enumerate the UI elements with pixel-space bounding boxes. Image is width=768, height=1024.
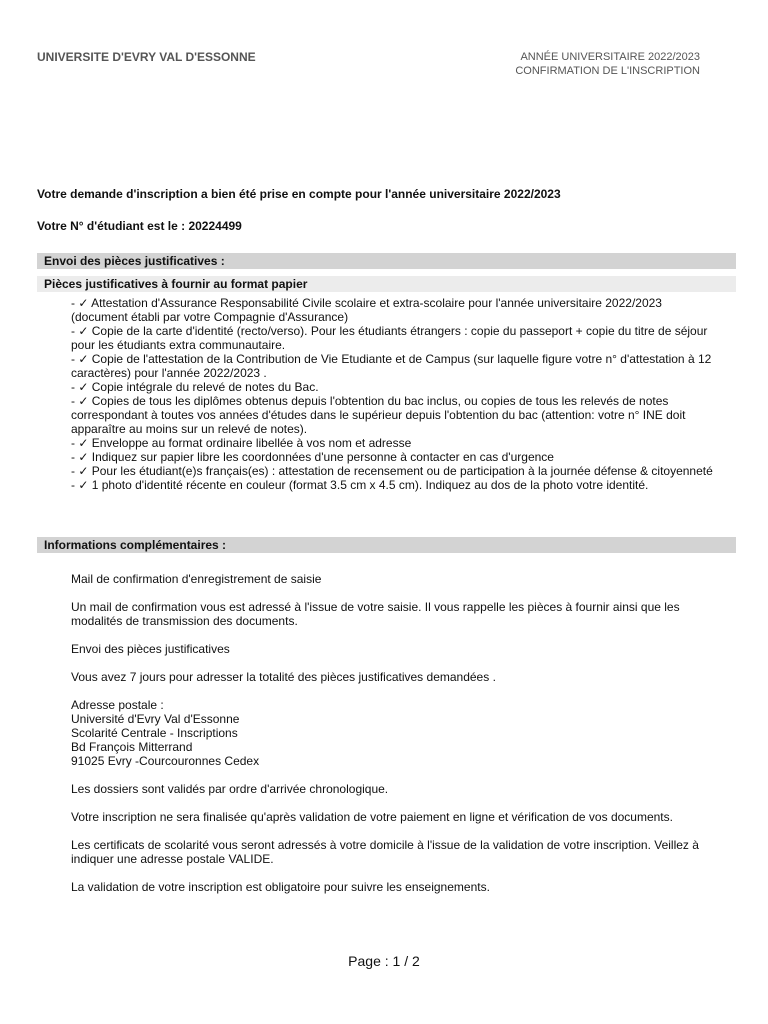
check-icon: ✓	[78, 296, 89, 310]
check-icon: ✓	[78, 352, 89, 366]
check-icon: ✓	[78, 324, 89, 338]
deadline-text: Vous avez 7 jours pour adresser la totalité des pièces justificatives demandées .	[71, 670, 496, 684]
section-info-header: Informations complémentaires :	[37, 537, 736, 553]
list-item: - ✓ Attestation d'Assurance Responsabilité Civile scolaire et extra-scolaire pour l'année universitaire 2022/2023 (document établi par votre Compagnie d'Assurance)	[71, 296, 662, 324]
address-label: Adresse postale :	[71, 698, 164, 712]
section-paper-header: Pièces justificatives à fournir au format papier	[37, 276, 736, 292]
student-number-line	[37, 219, 242, 233]
check-icon: ✓	[78, 478, 89, 492]
list-item: - ✓ Copie de la carte d'identité (recto/verso). Pour les étudiants étrangers : copie du passeport + copie du titre de séjour pour les étudiants extra communautaire.	[71, 324, 708, 352]
address-line: Bd François Mitterrand	[71, 740, 193, 754]
finalization-text: Votre inscription ne sera finalisée qu'après validation de votre paiement en ligne et vérification de vos documents.	[71, 810, 673, 824]
postal-address	[71, 698, 721, 768]
list-item: - ✓ Copie de l'attestation de la Contribution de Vie Etudiante et de Campus (sur laquelle figure votre n° d'attestation à 12 caractères) pour l'année 2022/2023 .	[71, 352, 712, 380]
address-line: Scolarité Centrale - Inscriptions	[71, 726, 238, 740]
list-item: - ✓ Enveloppe au format ordinaire libellée à vos nom et adresse	[71, 436, 412, 450]
page-number: Page : 1 / 2	[348, 953, 420, 969]
certificates-text: Les certificats de scolarité vous seront adressés à votre domicile à l'issue de la validation de votre inscription. Veillez à indiquer une adresse postale VALIDE.	[71, 838, 699, 866]
address-line: Université d'Evry Val d'Essonne	[71, 712, 240, 726]
check-icon: ✓	[78, 436, 89, 450]
list-item: - ✓ Copies de tous les diplômes obtenus depuis l'obtention du bac inclus, ou copies de tous les relevés de notes correspondant à toutes vos années d'études dans le supérieur depuis l'obtention du bac (attention: votre n° INE doit apparaître au moins sur un relevé de notes).	[71, 394, 686, 436]
document-title: CONFIRMATION DE L'INSCRIPTION	[515, 65, 700, 77]
check-icon: ✓	[78, 464, 89, 478]
info-block	[71, 572, 721, 908]
student-number-label: Votre N° d'étudiant est le :	[37, 219, 189, 233]
student-number: 20224499	[188, 219, 242, 233]
documents-list	[71, 296, 721, 492]
section-documents-header: Envoi des pièces justificatives :	[37, 253, 736, 269]
list-item: - ✓ Copie intégrale du relevé de notes du Bac.	[71, 380, 319, 394]
check-icon: ✓	[78, 380, 89, 394]
mail-text: Un mail de confirmation vous est adressé à l'issue de votre saisie. Il vous rappelle les pièces à fournir ainsi que les modalités de transmission des documents.	[71, 600, 680, 628]
send-title: Envoi des pièces justificatives	[71, 642, 230, 656]
list-item: - ✓ Pour les étudiant(e)s français(es) : attestation de recensement ou de participation à la journée défense & citoyenneté	[71, 464, 713, 478]
university-name: UNIVERSITE D'EVRY VAL D'ESSONNE	[37, 50, 256, 64]
list-item: - ✓ Indiquez sur papier libre les coordonnées d'une personne à contacter en cas d'urgence	[71, 450, 554, 464]
check-icon: ✓	[78, 394, 89, 408]
list-item: - ✓ 1 photo d'identité récente en couleur (format 3.5 cm x 4.5 cm). Indiquez au dos de la photo votre identité.	[71, 478, 649, 492]
check-icon: ✓	[78, 450, 89, 464]
page-current: 1	[392, 953, 401, 969]
confirmation-message: Votre demande d'inscription a bien été prise en compte pour l'année universitaire 2022/2023	[37, 187, 561, 201]
mail-title: Mail de confirmation d'enregistrement de saisie	[71, 572, 322, 586]
page-total: 2	[412, 953, 420, 969]
address-line: 91025 Evry -Courcouronnes Cedex	[71, 754, 260, 768]
mandatory-text: La validation de votre inscription est obligatoire pour suivre les enseignements.	[71, 880, 490, 894]
header-right	[515, 50, 700, 78]
academic-year: ANNÉE UNIVERSITAIRE 2022/2023	[520, 51, 700, 63]
validation-order: Les dossiers sont validés par ordre d'arrivée chronologique.	[71, 782, 389, 796]
